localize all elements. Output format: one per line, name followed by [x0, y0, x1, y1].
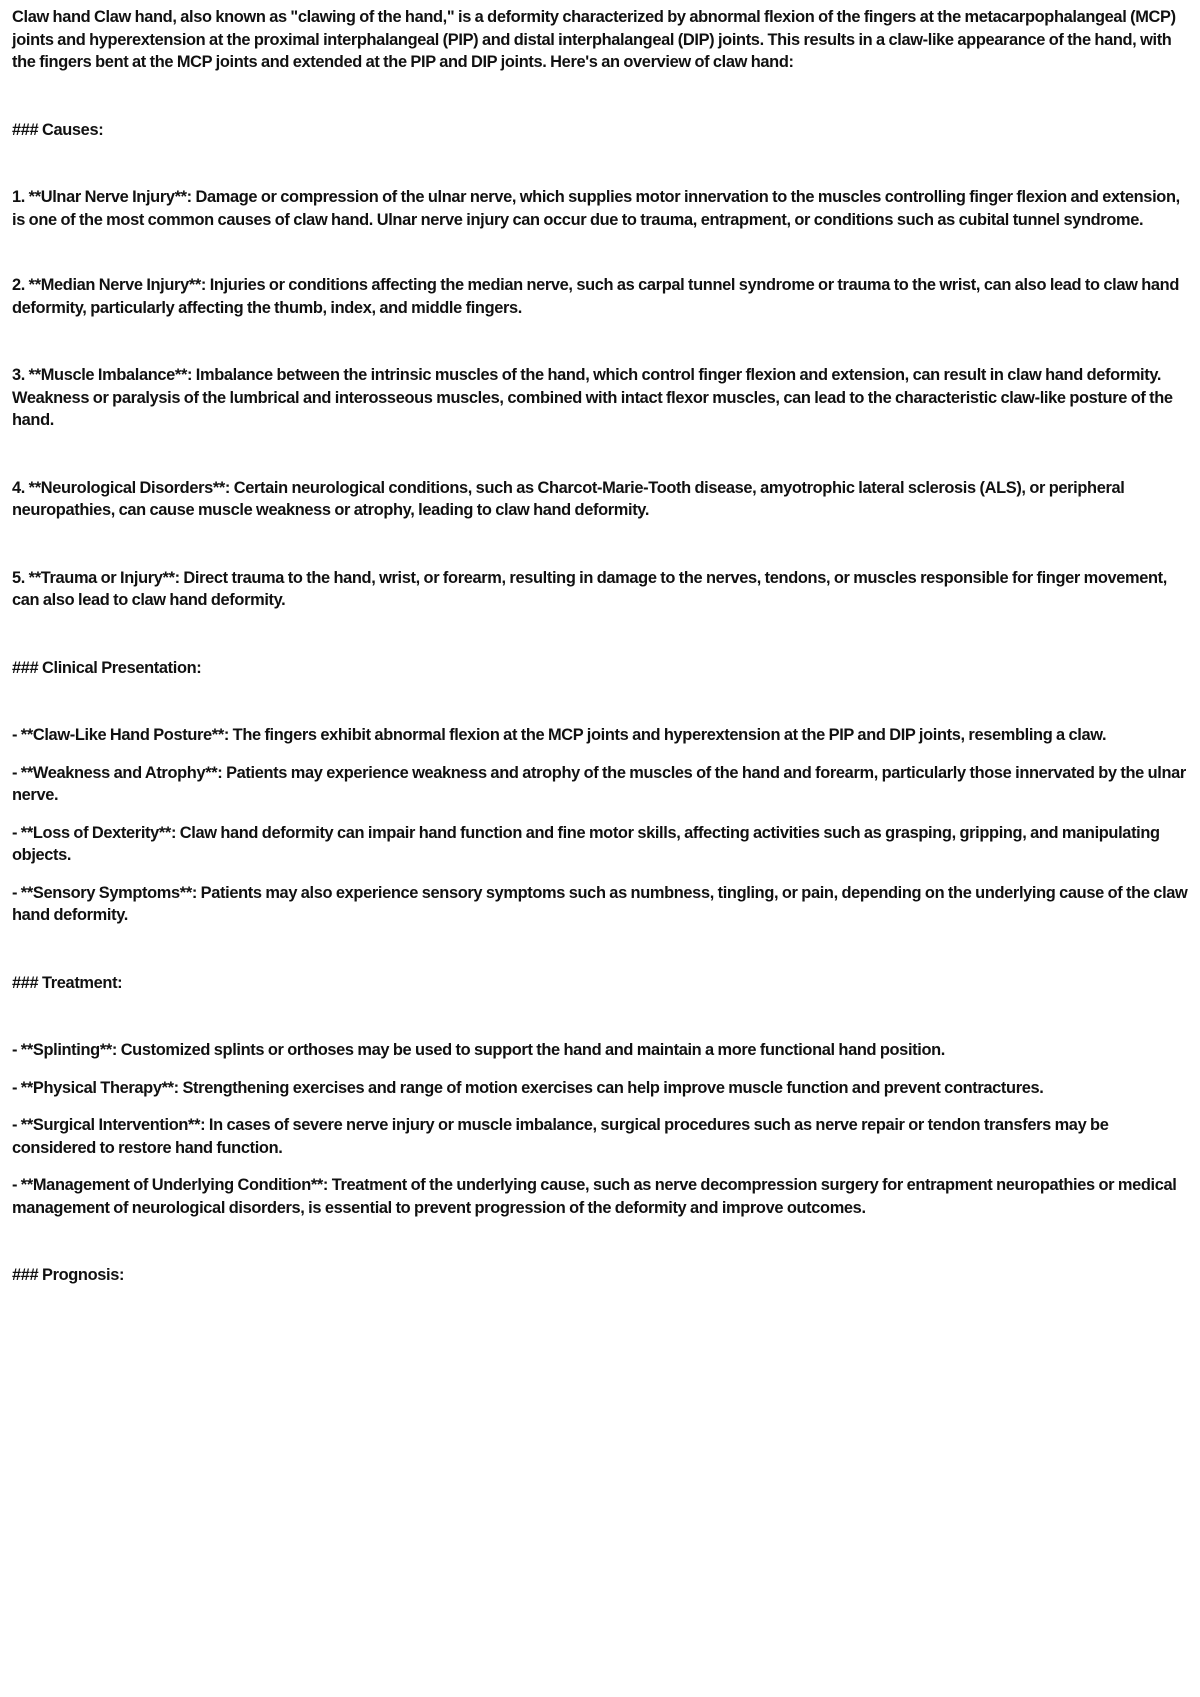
cause-item: 1. **Ulnar Nerve Injury**: Damage or compression of the ulnar nerve, which supplies motor innervation to the muscles controlling finger flexion and extension, is one of the most common causes of claw hand. Ulnar nerve injury can occur due to trauma, entrapment, or conditions such as cubital tunnel syndrome.	[12, 188, 1180, 229]
clinical-heading: ### Clinical Presentation:	[12, 658, 202, 677]
intro-paragraph: Claw hand Claw hand, also known as "clawing of the hand," is a deformity characterized by abnormal flexion of the fingers at the metacarpophalangeal (MCP) joints and hyperextension at the proximal interphalangeal (PIP) and distal interphalangeal (DIP) joints. This results in a claw-like appearance of the hand, with the fingers bent at the MCP joints and extended at the PIP and DIP joints. Here's an overview of claw hand:	[12, 8, 1176, 71]
cause-item: 4. **Neurological Disorders**: Certain neurological conditions, such as Charcot-Marie-Tooth disease, amyotrophic lateral sclerosis (ALS), or peripheral neuropathies, can cause muscle weakness or atrophy, leading to claw hand deformity.	[12, 478, 1125, 519]
treatment-item: - **Physical Therapy**: Strengthening exercises and range of motion exercises can help improve muscle function and prevent contractures.	[12, 1078, 1044, 1097]
document-body	[12, 6, 1188, 1287]
clinical-item: - **Sensory Symptoms**: Patients may also experience sensory symptoms such as numbness, tingling, or pain, depending on the underlying cause of the claw hand deformity.	[12, 883, 1188, 924]
clinical-item: - **Claw-Like Hand Posture**: The fingers exhibit abnormal flexion at the MCP joints and hyperextension at the PIP and DIP joints, resembling a claw.	[12, 726, 1107, 744]
treatment-item: - **Splinting**: Customized splints or orthoses may be used to support the hand and maintain a more functional hand position.	[12, 1041, 945, 1059]
clinical-item: - **Weakness and Atrophy**: Patients may experience weakness and atrophy of the muscles of the hand and forearm, particularly those innervated by the ulnar nerve.	[12, 763, 1186, 804]
treatment-heading: ### Treatment:	[12, 973, 123, 992]
cause-item: 2. **Median Nerve Injury**: Injuries or conditions affecting the median nerve, such as carpal tunnel syndrome or trauma to the wrist, can also lead to claw hand deformity, particularly affecting the thumb, index, and middle fingers.	[12, 276, 1179, 317]
treatment-item: - **Management of Underlying Condition**: Treatment of the underlying cause, such as nerve decompression surgery for entrapment neuropathies or medical management of neurological disorders, is essential to prevent progression of the deformity and improve outcomes.	[12, 1176, 1177, 1217]
clinical-item: - **Loss of Dexterity**: Claw hand deformity can impair hand function and fine motor skills, affecting activities such as grasping, gripping, and manipulating objects.	[12, 823, 1160, 864]
cause-item: 5. **Trauma or Injury**: Direct trauma to the hand, wrist, or forearm, resulting in damage to the nerves, tendons, or muscles responsible for finger movement, can also lead to claw hand deformity.	[12, 568, 1167, 609]
cause-item: 3. **Muscle Imbalance**: Imbalance between the intrinsic muscles of the hand, which control finger flexion and extension, can result in claw hand deformity. Weakness or paralysis of the lumbrical and interosseous muscles, combined with intact flexor muscles, can lead to the characteristic claw-like posture of the hand.	[12, 366, 1173, 429]
treatment-item: - **Surgical Intervention**: In cases of severe nerve injury or muscle imbalance, surgical procedures such as nerve repair or tendon transfers may be considered to restore hand function.	[12, 1116, 1109, 1157]
causes-heading: ### Causes:	[12, 120, 104, 139]
prognosis-heading: ### Prognosis:	[12, 1266, 125, 1284]
